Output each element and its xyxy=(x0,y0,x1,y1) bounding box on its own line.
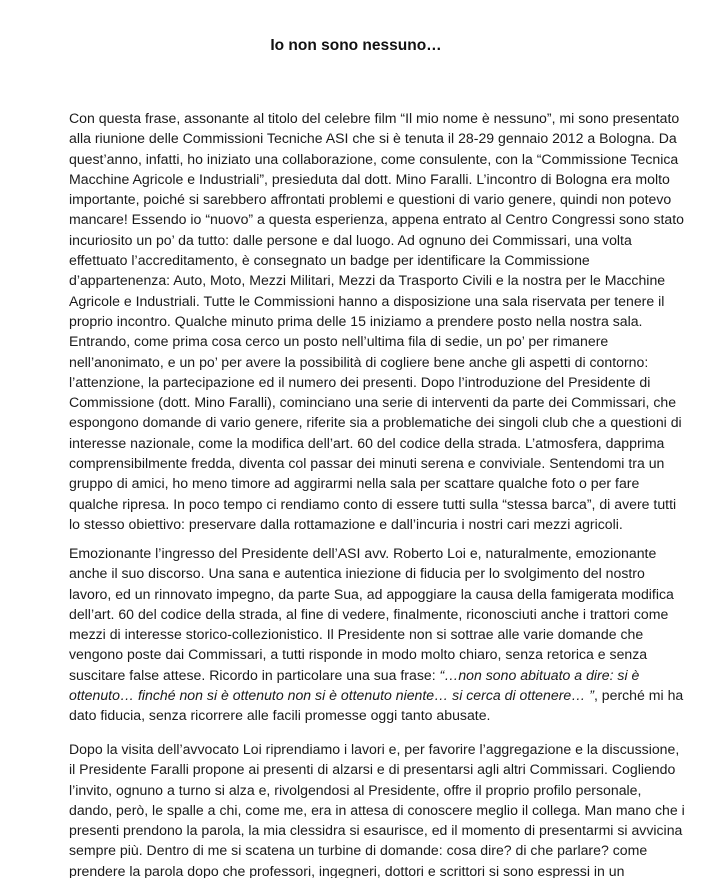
text-line: effettuato l’accreditamento, è consegnato un badge per identificare la Commissione xyxy=(69,252,590,269)
text-line: nell’anonimato, e un po’ per avere la possibilità di cogliere bene anche gli aspetti di contorno: xyxy=(69,353,649,370)
paragraph-2 xyxy=(69,543,689,726)
text-line: interesse nazionale, come la modifica dell’art. 60 del codice della strada. L’atmosfera, dapprima xyxy=(69,434,665,451)
paragraph-1 xyxy=(69,108,689,534)
text-line: d’appartenenza: Auto, Moto, Mezzi Militari, Mezzi da Trasporto Civili e la nostra per le Macchine xyxy=(69,272,666,289)
paragraph-3 xyxy=(69,739,689,878)
quote-italic: “…non sono abituato a dire: si è xyxy=(439,666,640,683)
text-line: dell’art. 60 del codice della strada, al fine di vedere, finalmente, riconosciuti anche i trattori come xyxy=(69,605,669,622)
text-line: lo stesso obiettivo: preservare dalla rottamazione e dall’incuria i nostri cari mezzi agricoli. xyxy=(69,515,623,532)
text-line: mancare! Essendo io “nuovo” a questa esperienza, appena entrato al Centro Congressi sono stato xyxy=(69,211,685,228)
text-line: qualche ripresa. In poco tempo ci rendiamo conto di essere tutti sulla “stessa barca”, di avere tutti xyxy=(69,495,677,512)
text-line: sempre più. Dentro di me si scatena un turbine di domande: cosa dire? di che parlare? come xyxy=(69,842,648,859)
text-line: prendere la parola dopo che professori, ingegneri, dottori e scrittori si sono espressi in un xyxy=(69,862,625,878)
text-line: Commissione (dott. Mino Faralli), cominciano una serie di interventi da parte dei Commissari, che xyxy=(69,394,677,411)
text-line: presenti prendono la parola, la mia clessidra si esaurisce, ed il momento di presentarmi si avvicina xyxy=(69,822,683,839)
text-line: Emozionante l’ingresso del Presidente dell’ASI avv. Roberto Loi e, naturalmente, emozionante xyxy=(69,545,657,561)
text-line: lavoro, ed un rinnovato impegno, da parte Sua, ad appoggiare la causa della famigerata modifica xyxy=(69,585,674,602)
text-line: l’invito, ognuno a turno si alza e, rivolgendosi al Presidente, offre il proprio profilo personale, xyxy=(69,781,642,798)
text-line: anche il suo discorso. Una sana e autentica iniezione di fiducia per lo svolgimento del nostro xyxy=(69,565,645,582)
quote-italic: ottenuto… finché non si è ottenuto non si è ottenuto niente… si cerca di ottenere… ” xyxy=(69,687,594,704)
text-line: gruppo di amici, ho meno timore ad aggirarmi nella sala per scattare qualche foto o per fare xyxy=(69,475,640,492)
text-line: dato fiducia, senza ricorrere alle facili promesse oggi tanto abusate. xyxy=(69,707,491,724)
text-line: Macchine Agricole e Industriali”, presieduta dal dott. Mino Faralli. L’incontro di Bologna era molto xyxy=(69,170,670,187)
text-line: l’attenzione, la partecipazione ed il numero dei presenti. Dopo l’introduzione del Presidente di xyxy=(69,373,651,390)
text-line: alla riunione delle Commissioni Tecniche ASI che si è tenuta il 28-29 gennaio 2012 a Bologna. Da xyxy=(69,130,677,147)
text-line: Con questa frase, assonante al titolo del celebre film “Il mio nome è nessuno”, mi sono presentato xyxy=(69,110,680,126)
text-line: Dopo la visita dell’avvocato Loi riprendiamo i lavori e, per favorire l’aggregazione e la discussione, xyxy=(69,741,680,757)
text-line: il Presidente Faralli propone ai presenti di alzarsi e di presentarsi agli altri Commissari. Cogliendo xyxy=(69,761,676,778)
text-line: Entrando, come prima cosa cerco un posto nell’ultima fila di sedie, un po’ per rimanere xyxy=(69,333,609,350)
text-line-with-quote xyxy=(69,685,689,705)
text-line: dando, però, le spalle a chi, come me, era in attesa di conoscere meglio il collega. Man mano che i xyxy=(69,801,685,818)
text-run: , perché mi ha xyxy=(593,687,684,704)
text-run: suscitare false attese. Ricordo in particolare una sua frase: xyxy=(69,666,440,683)
text-line: proprio incontro. Qualche minuto prima delle 15 iniziamo a prendere posto nella nostra sala. xyxy=(69,312,643,329)
text-line: quest’anno, infatti, ho iniziato una collaborazione, come consulente, con la “Commissione Tecnica xyxy=(69,150,679,167)
text-line: comprensibilmente fredda, diventa col passar dei minuti serena e conviviale. Sentendomi tra un xyxy=(69,455,665,472)
text-line-with-quote xyxy=(69,665,689,685)
document-title: Io non sono nessuno… xyxy=(270,37,442,54)
text-line: incuriosito un po’ da tutto: dalle persone e dal luogo. Ad ognuno dei Commissari, una volta xyxy=(69,231,632,248)
text-line: Agricole e Industriali. Tutte le Commissioni hanno a disposizione una sala riservata per tenere il xyxy=(69,292,665,309)
text-line: mezzi di interesse storico-collezionistico. Il Presidente non si sottrae alle varie domande che xyxy=(69,626,644,643)
text-line: importante, poiché si sarebbero affrontati problemi e questioni di vario genere, quindi non potevo xyxy=(69,191,672,208)
text-line: vengono poste dai Commissari, a tutti risponde in modo molto chiaro, senza retorica e senza xyxy=(69,646,648,663)
text-line: espongono domande di vario genere, riferite sia a problematiche dei singoli club che a questioni di xyxy=(69,414,682,431)
